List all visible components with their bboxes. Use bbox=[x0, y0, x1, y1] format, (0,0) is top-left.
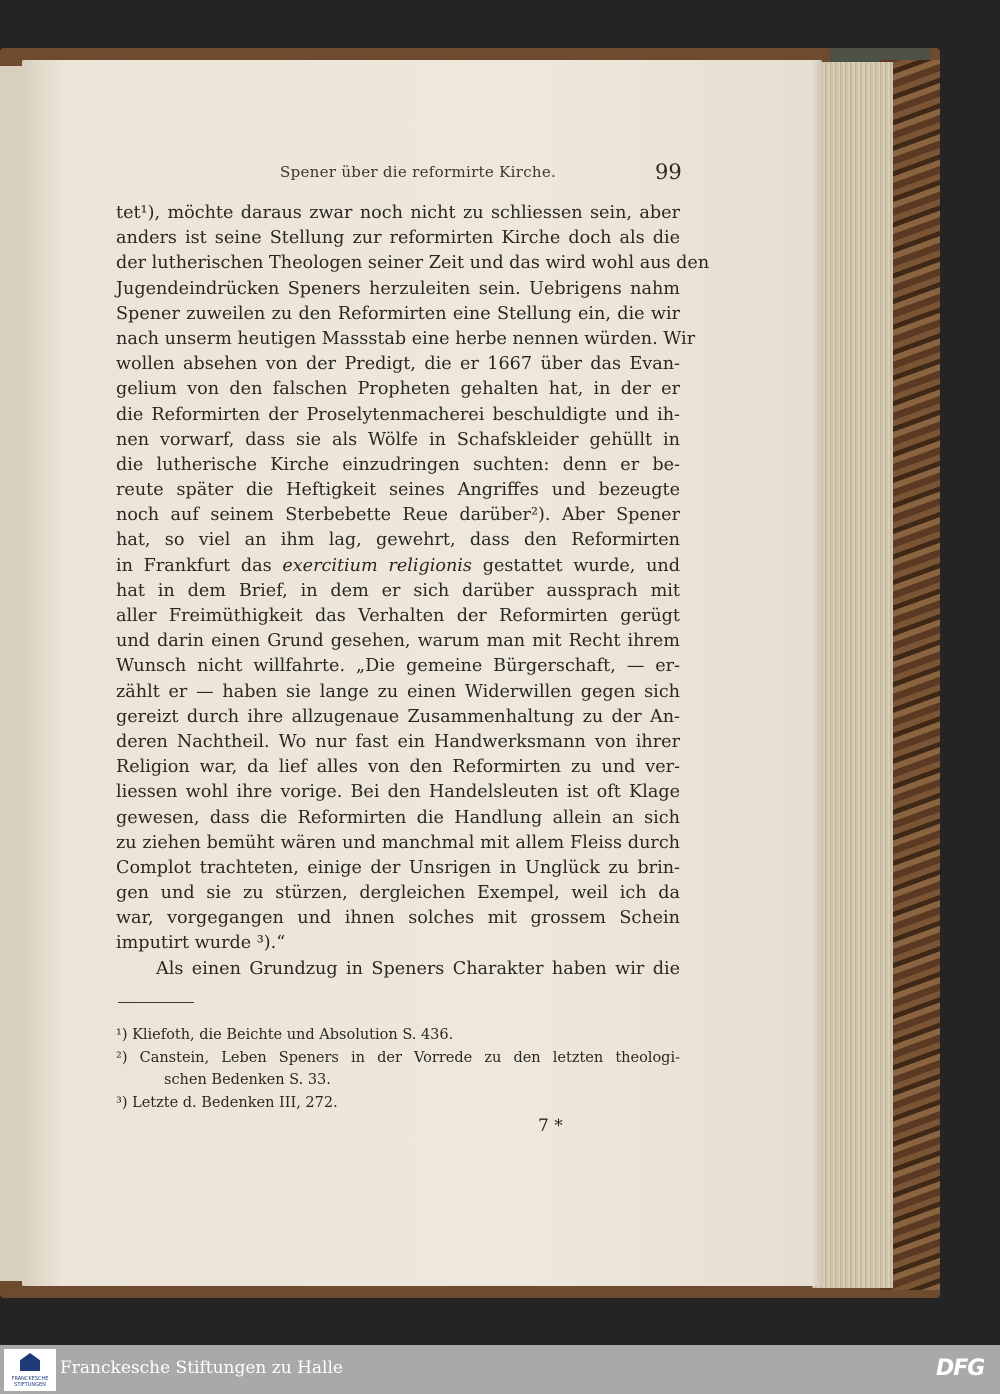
text-line: und darin einen Grund gesehen, warum man mit Recht ihrem bbox=[116, 631, 680, 652]
logo-text: STIFTUNGEN bbox=[14, 1382, 46, 1388]
footnote: ¹) Kliefoth, die Beichte und Absolution S. 436. bbox=[116, 1027, 454, 1043]
body-text bbox=[116, 201, 710, 982]
text-line: reute später die Heftigkeit seines Angriffes und bezeugte bbox=[116, 480, 680, 501]
text-line: deren Nachtheil. Wo nur fast ein Handwerksmann von ihrer bbox=[116, 731, 680, 752]
text-line: Religion war, da lief alles von den Reformirten zu und ver- bbox=[116, 757, 680, 778]
text-line: gen und sie zu stürzen, dergleichen Exempel, weil ich da bbox=[116, 883, 680, 904]
signature-mark: 7 * bbox=[538, 1116, 563, 1136]
text-line: war, vorgegangen und ihnen solches mit grossem Schein bbox=[116, 908, 680, 929]
text-line-mixed bbox=[116, 554, 680, 579]
text-line: die lutherische Kirche einzudringen suchten: denn er be- bbox=[116, 454, 680, 475]
text-line: Complot trachteten, einige der Unsrigen in Unglück zu brin- bbox=[116, 857, 680, 878]
text-line: Als einen Grundzug in Speners Charakter haben wir die bbox=[156, 958, 680, 979]
logo-text: FRANCKESCHE bbox=[11, 1376, 49, 1382]
text-line: gereizt durch ihre allzugenaue Zusammenhaltung zu der An- bbox=[116, 706, 680, 727]
text-line: aller Freimüthigkeit das Verhalten der Reformirten gerügt bbox=[116, 606, 680, 626]
text-line: gewesen, dass die Reformirten die Handlung allein an sich bbox=[116, 807, 680, 828]
text-line: noch auf seinem Sterbebette Reue darüber²). Aber Spener bbox=[116, 505, 680, 526]
text-line: wollen absehen von der Predigt, die er 1667 über das Evan- bbox=[116, 354, 680, 375]
text-line: zu ziehen bemüht wären und manchmal mit allem Fleiss durch bbox=[116, 832, 680, 853]
dfg-logo[interactable]: DFG bbox=[936, 1356, 985, 1381]
page-edges bbox=[812, 62, 893, 1288]
text-line: Wunsch nicht willfahrte. „Die gemeine Bürgerschaft, — er- bbox=[116, 656, 680, 677]
text-line: Jugendeindrücken Speners herzuleiten sein. Uebrigens nahm bbox=[116, 278, 680, 299]
footnotes bbox=[116, 1024, 680, 1114]
text-segment: gestattet wurde, und bbox=[482, 555, 681, 576]
text-line: zählt er — haben sie lange zu einen Widerwillen gegen sich bbox=[116, 681, 680, 702]
text-line: hat, so viel an ihm lag, gewehrt, dass den Reformirten bbox=[116, 530, 680, 551]
institution-logo[interactable] bbox=[4, 1349, 56, 1391]
text-line: der lutherischen Theologen seiner Zeit und das wird wohl aus den bbox=[116, 253, 710, 274]
page-number: 99 bbox=[655, 160, 682, 184]
text-line: die Reformirten der Proselytenmacherei beschuldigte und ih- bbox=[116, 404, 680, 425]
text-line: nach unserm heutigen Massstab eine herbe nennen würden. Wir bbox=[116, 328, 696, 349]
text-line: gelium von den falschen Propheten gehalten hat, in der er bbox=[116, 379, 680, 400]
footnote-rule bbox=[118, 1002, 194, 1003]
text-line: imputirt wurde ³).“ bbox=[116, 933, 286, 954]
text-line: anders ist seine Stellung zur reformirten Kirche doch als die bbox=[116, 228, 680, 249]
text-line: tet¹), möchte daraus zwar noch nicht zu schliessen sein, aber bbox=[116, 203, 680, 223]
footnote: ³) Letzte d. Bedenken III, 272. bbox=[116, 1094, 338, 1111]
italic-phrase: exercitium religionis bbox=[282, 555, 472, 576]
text-line: Spener zuweilen zu den Reformirten eine Stellung ein, die wir bbox=[116, 303, 680, 324]
footnote-continuation: schen Bedenken S. 33. bbox=[164, 1072, 331, 1088]
building-icon bbox=[20, 1353, 40, 1371]
left-page-edge bbox=[0, 66, 23, 1281]
text-segment: in Frankfurt das bbox=[116, 555, 272, 576]
footnote: ²) Canstein, Leben Speners in der Vorrede zu den letzten theologi- bbox=[116, 1049, 680, 1066]
text-line: nen vorwarf, dass sie als Wölfe in Schafskleider gehüllt in bbox=[116, 429, 680, 450]
text-line: liessen wohl ihre vorige. Bei den Handelsleuten ist oft Klage bbox=[116, 782, 680, 803]
running-title: Spener über die reformirte Kirche. bbox=[280, 163, 557, 181]
text-line: hat in dem Brief, in dem er sich darüber aussprach mit bbox=[116, 580, 680, 601]
institution-name[interactable]: Franckesche Stiftungen zu Halle bbox=[60, 1358, 343, 1378]
